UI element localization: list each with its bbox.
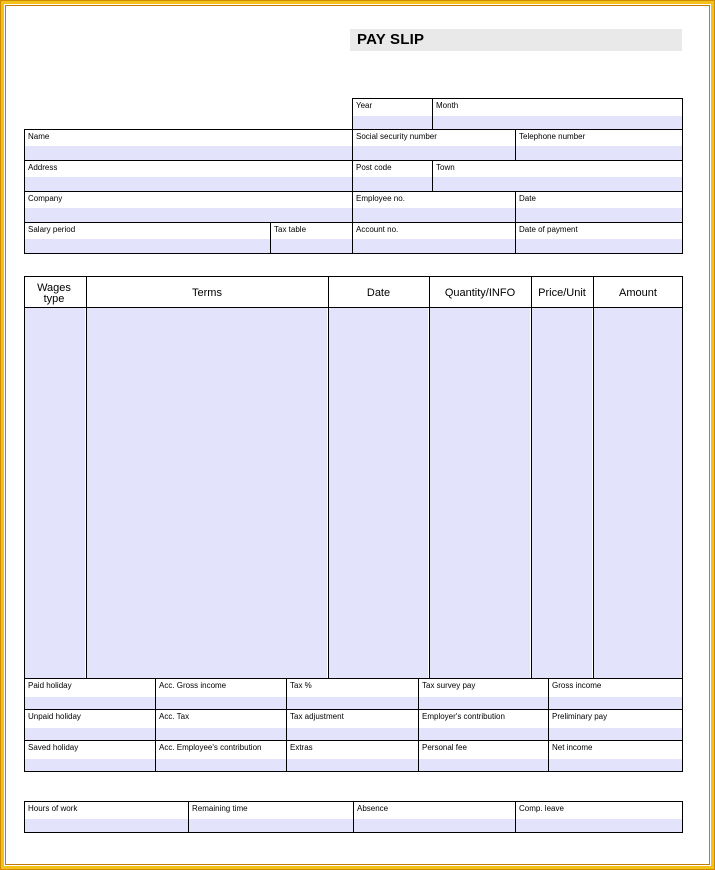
personal-fee-field[interactable] bbox=[419, 741, 548, 771]
salary-period-field[interactable] bbox=[25, 223, 270, 253]
tax-survey-pay-field[interactable] bbox=[419, 679, 548, 709]
gross-income-field[interactable] bbox=[549, 679, 682, 709]
tax-survey-pay-label: Tax survey pay bbox=[422, 681, 476, 690]
comp-leave-label: Comp. leave bbox=[519, 804, 564, 813]
quantity-info-header: Quantity/INFO bbox=[444, 287, 516, 299]
telephone-field[interactable] bbox=[516, 130, 682, 160]
employee-no-label: Employee no. bbox=[356, 194, 405, 203]
unpaid-holiday-field[interactable] bbox=[25, 710, 155, 740]
address-field[interactable] bbox=[25, 161, 352, 191]
date-of-payment-label: Date of payment bbox=[519, 225, 578, 234]
acc-gross-income-field[interactable] bbox=[156, 679, 286, 709]
name-label: Name bbox=[28, 132, 50, 141]
date-field[interactable] bbox=[516, 192, 682, 222]
amount-column[interactable] bbox=[594, 308, 682, 678]
page-title: PAY SLIP bbox=[357, 31, 425, 48]
preliminary-pay-label: Preliminary pay bbox=[552, 712, 608, 721]
ssn-field[interactable] bbox=[353, 130, 515, 160]
company-label: Company bbox=[28, 194, 63, 203]
account-no-label: Account no. bbox=[356, 225, 399, 234]
town-field[interactable] bbox=[433, 161, 682, 191]
personal-fee-label: Personal fee bbox=[422, 743, 467, 752]
tax-percent-field[interactable] bbox=[287, 679, 418, 709]
remaining-time-field[interactable] bbox=[189, 802, 353, 832]
comp-leave-field[interactable] bbox=[516, 802, 682, 832]
absence-field[interactable] bbox=[354, 802, 515, 832]
terms-column[interactable] bbox=[87, 308, 327, 678]
ssn-label: Social security number bbox=[356, 132, 437, 141]
employers-contribution-field[interactable] bbox=[419, 710, 548, 740]
acc-gross-income-label: Acc. Gross income bbox=[159, 681, 227, 690]
wages-type-column[interactable] bbox=[25, 308, 85, 678]
account-no-field[interactable] bbox=[353, 223, 515, 253]
month-field[interactable] bbox=[433, 99, 682, 129]
tax-adjustment-label: Tax adjustment bbox=[290, 712, 344, 721]
acc-employees-contribution-label: Acc. Employee's contribution bbox=[159, 743, 262, 752]
extras-label: Extras bbox=[290, 743, 313, 752]
tax-adjustment-field[interactable] bbox=[287, 710, 418, 740]
salary-period-label: Salary period bbox=[28, 225, 76, 234]
hours-of-work-label: Hours of work bbox=[28, 804, 78, 813]
saved-holiday-label: Saved holiday bbox=[28, 743, 79, 752]
unpaid-holiday-label: Unpaid holiday bbox=[28, 712, 81, 721]
net-income-label: Net income bbox=[552, 743, 593, 752]
quantity-info-column[interactable] bbox=[430, 308, 530, 678]
date-column[interactable] bbox=[329, 308, 428, 678]
date-of-payment-field[interactable] bbox=[516, 223, 682, 253]
company-field[interactable] bbox=[25, 192, 352, 222]
absence-label: Absence bbox=[357, 804, 389, 813]
date-label: Date bbox=[519, 194, 536, 203]
price-unit-column[interactable] bbox=[532, 308, 592, 678]
extras-field[interactable] bbox=[287, 741, 418, 771]
wages-type-header: Wages type bbox=[37, 282, 71, 305]
acc-tax-field[interactable] bbox=[156, 710, 286, 740]
tax-table-field[interactable] bbox=[271, 223, 352, 253]
saved-holiday-field[interactable] bbox=[25, 741, 155, 771]
remaining-time-label: Remaining time bbox=[192, 804, 248, 813]
hours-of-work-field[interactable] bbox=[25, 802, 188, 832]
acc-employees-contribution-field[interactable] bbox=[156, 741, 286, 771]
tax-percent-label: Tax % bbox=[290, 681, 312, 690]
name-field[interactable] bbox=[25, 130, 352, 160]
employers-contribution-label: Employer's contribution bbox=[422, 712, 505, 721]
gross-income-label: Gross income bbox=[552, 681, 602, 690]
preliminary-pay-field[interactable] bbox=[549, 710, 682, 740]
title-bar bbox=[350, 29, 682, 51]
year-field[interactable] bbox=[353, 99, 432, 129]
date-header: Date bbox=[366, 287, 391, 299]
month-label: Month bbox=[436, 101, 459, 110]
paid-holiday-label: Paid holiday bbox=[28, 681, 72, 690]
amount-header: Amount bbox=[619, 287, 657, 299]
town-label: Town bbox=[436, 163, 455, 172]
post-code-field[interactable] bbox=[353, 161, 432, 191]
net-income-field[interactable] bbox=[549, 741, 682, 771]
price-unit-header: Price/Unit bbox=[538, 287, 586, 299]
paid-holiday-field[interactable] bbox=[25, 679, 155, 709]
tax-table-label: Tax table bbox=[274, 225, 307, 234]
post-code-label: Post code bbox=[356, 163, 392, 172]
address-label: Address bbox=[28, 163, 58, 172]
employee-no-field[interactable] bbox=[353, 192, 515, 222]
year-label: Year bbox=[356, 101, 373, 110]
telephone-label: Telephone number bbox=[519, 132, 586, 141]
terms-header: Terms bbox=[192, 287, 222, 299]
acc-tax-label: Acc. Tax bbox=[159, 712, 190, 721]
